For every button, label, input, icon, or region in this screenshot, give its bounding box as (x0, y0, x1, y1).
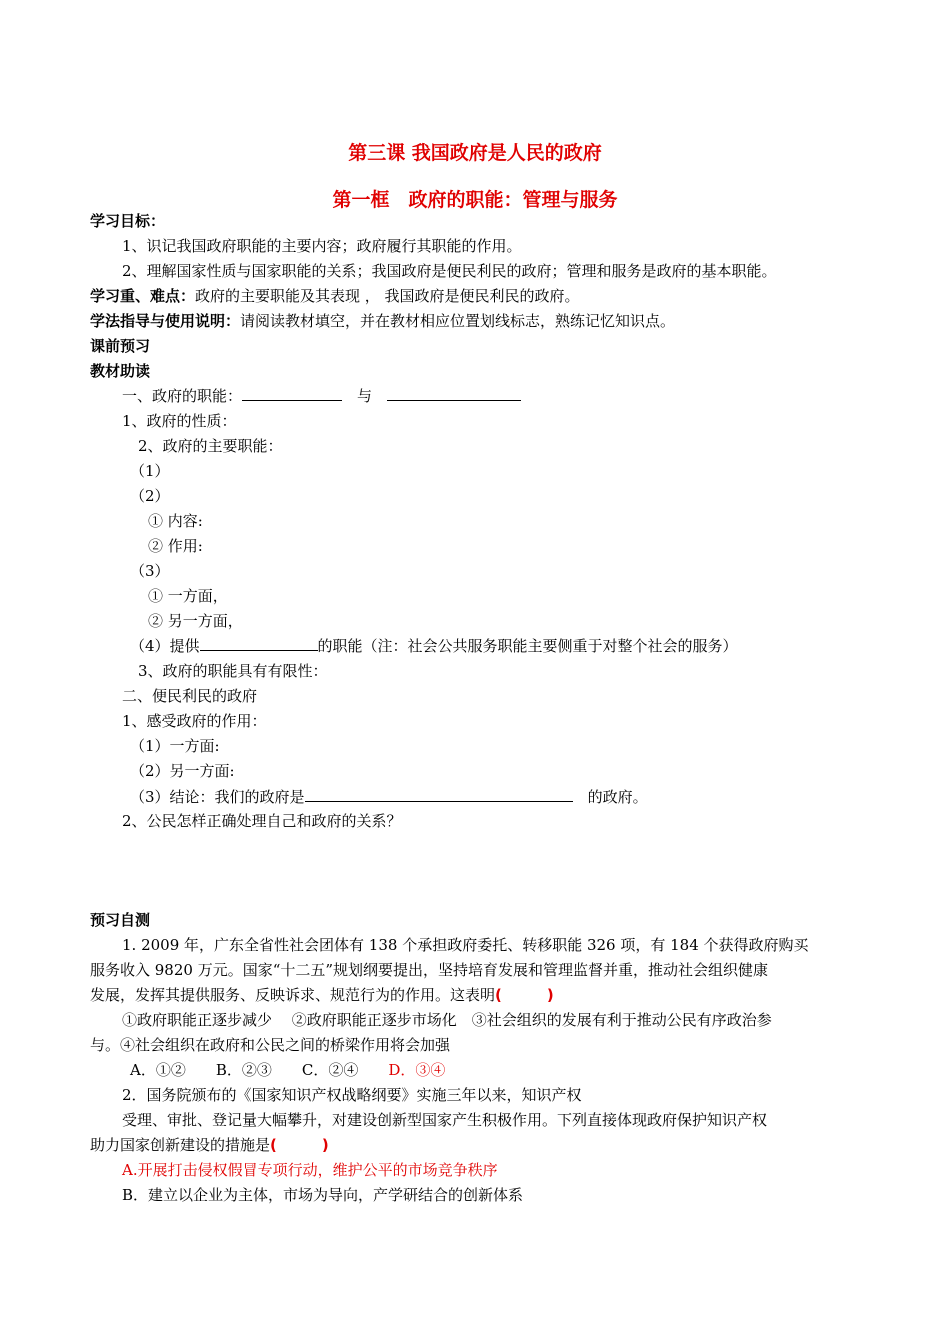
reading-line: 1、感受政府的作用： (122, 712, 267, 730)
method-guide (90, 311, 675, 331)
objective-item: 1、识记我国政府职能的主要内容；政府履行其职能的作用。 (122, 237, 522, 255)
reading-line: （3） (130, 562, 170, 580)
question-1-choices (130, 1060, 445, 1080)
fill-blank[interactable] (387, 386, 521, 401)
reading-line: （2） (130, 487, 170, 505)
method-label: 学法指导与使用说明： (90, 312, 241, 330)
section-title: 第一框 政府的职能：管理与服务 (332, 189, 618, 211)
reading-line: （2）另一方面: (130, 762, 235, 780)
answer-bracket: ( ) (270, 1136, 329, 1154)
objectives-label: 学习目标： (90, 212, 166, 230)
reading-line: ① 内容: (148, 512, 203, 530)
reading-text: （4）提供 (130, 637, 200, 655)
reading-line (130, 636, 738, 656)
objective-item: 2、理解国家性质与国家职能的关系；我国政府是便民利民的政府；管理和服务是政府的基本职能。 (122, 262, 777, 280)
question-2-line (90, 1135, 329, 1155)
lesson-title: 第三课 我国政府是人民的政府 (348, 142, 602, 164)
reading-line: 2、政府的主要职能： (138, 437, 283, 455)
fill-blank[interactable] (242, 386, 342, 401)
key-points-text: 政府的主要职能及其表现 ， 我国政府是便民利民的政府。 (195, 287, 580, 305)
choice-d-answer: D．③④ (388, 1061, 446, 1079)
reading-text: （3）结论：我们的政府是 (130, 788, 305, 806)
reading-text: 的职能（注：社会公共服务职能主要侧重于对整个社会的服务） (317, 637, 738, 655)
question-text: 发展，发挥其提供服务、反映诉求、规范行为的作用。这表明 (90, 986, 496, 1004)
reading-text: 一、政府的职能： (122, 387, 243, 405)
question-2-line: 2．国务院颁布的《国家知识产权战略纲要》实施三年以来，知识产权 (122, 1086, 582, 1104)
question-2-line: 受理、审批、登记量大幅攀升，对建设创新型国家产生积极作用。下列直接体现政府保护知识产权 (122, 1111, 768, 1129)
question-1-line (90, 985, 554, 1005)
reading-text: 的政府。 (587, 788, 648, 806)
reading-line (122, 386, 521, 406)
fill-blank[interactable] (305, 787, 573, 802)
question-2-option-a: A.开展打击侵权假冒专项行动，维护公平的市场竞争秩序 (122, 1161, 498, 1179)
reading-line: 二、便民利民的政府 (122, 687, 258, 705)
method-text: 请阅读教材填空，并在教材相应位置划线标志，熟练记忆知识点。 (240, 312, 676, 330)
choice-a: A．①② (130, 1061, 186, 1079)
reading-line: 3、政府的职能具有有限性： (138, 662, 328, 680)
reading-line: ② 作用: (148, 537, 203, 555)
reading-line: ① 一方面， (148, 587, 228, 605)
question-1-option: ①政府职能正逐步减少 ②政府职能正逐步市场化 ③社会组织的发展有利于推动公民有序政治参 (122, 1011, 772, 1029)
reading-line: ② 另一方面， (148, 612, 243, 630)
reading-heading: 教材助读 (90, 362, 151, 380)
key-points-label: 学习重、难点： (90, 287, 196, 305)
reading-line: （1）一方面: (130, 737, 220, 755)
choice-b: B．②③ (215, 1061, 272, 1079)
key-points (90, 286, 580, 306)
question-1-line: 1. 2009 年，广东全省性社会团体有 138 个承担政府委托、转移职能 326 项，有 184 个获得政府购买 (122, 936, 809, 954)
reading-line (130, 787, 648, 807)
fill-blank[interactable] (200, 636, 318, 651)
preview-heading: 课前预习 (90, 337, 151, 355)
reading-line: 2、公民怎样正确处理自己和政府的关系？ (122, 812, 402, 830)
reading-line: （1） (130, 462, 170, 480)
answer-bracket: ( ) (495, 986, 554, 1004)
question-1-line: 服务收入 9820 万元。国家“十二五”规划纲要提出，坚持培育发展和管理监督并重，推动社会组织健康 (90, 961, 769, 979)
self-test-heading: 预习自测 (90, 911, 151, 929)
question-text: 助力国家创新建设的措施是 (90, 1136, 271, 1154)
question-1-option: 与。④社会组织在政府和公民之间的桥梁作用将会加强 (90, 1036, 451, 1054)
choice-c: C．②④ (301, 1061, 359, 1079)
reading-line: 1、政府的性质： (122, 412, 237, 430)
reading-text: 与 (357, 387, 373, 405)
question-2-option-b: B．建立以企业为主体，市场为导向，产学研结合的创新体系 (122, 1186, 524, 1204)
